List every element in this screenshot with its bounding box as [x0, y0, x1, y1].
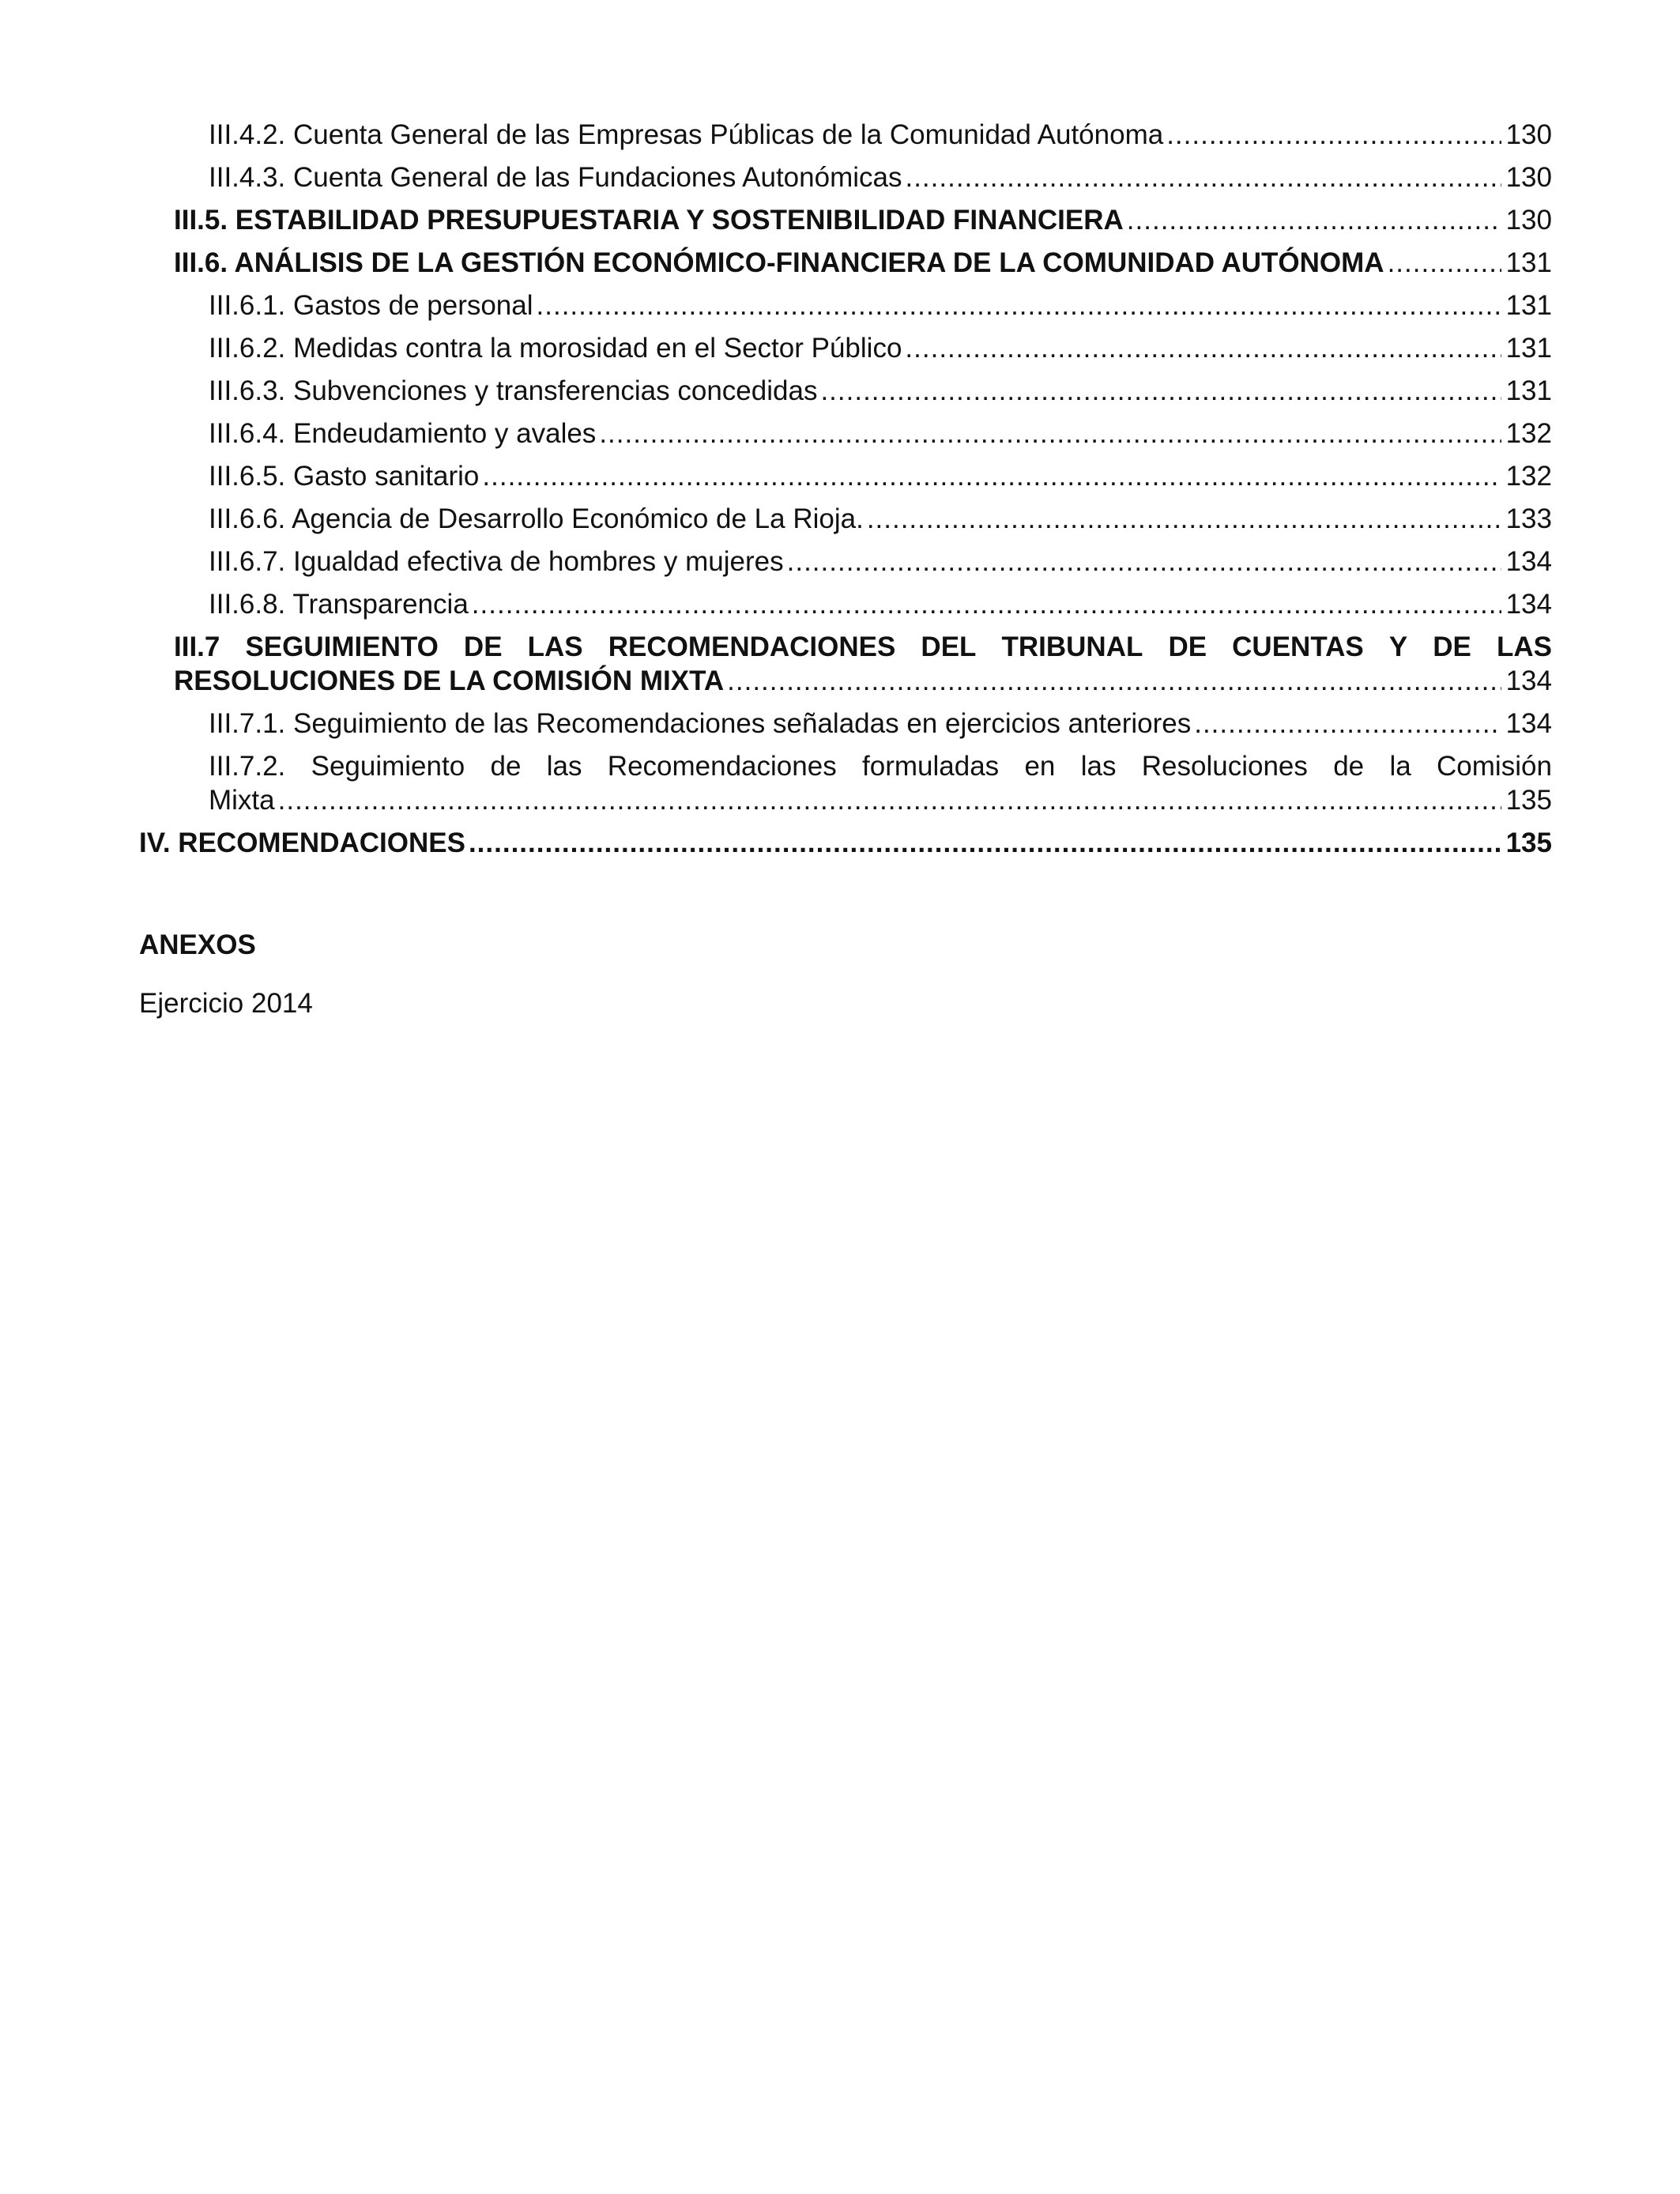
toc-page-number: 134: [1505, 665, 1552, 696]
toc-word: DE: [1433, 631, 1471, 662]
toc-chapter-entry[interactable]: [139, 822, 1552, 865]
toc-word: III.7: [174, 631, 220, 662]
toc-leader-dots: [1194, 703, 1501, 745]
toc-leader-dots: [905, 156, 1501, 199]
toc-entry-label: III.6.8. Transparencia: [209, 589, 469, 620]
toc-entry[interactable]: [139, 541, 1552, 583]
toc-entry-label: III.6.1. Gastos de personal: [209, 290, 533, 321]
toc-entry-label-line1: [209, 749, 1552, 783]
toc-entry-label-line2: Mixta: [209, 785, 275, 816]
toc-word: DE: [463, 631, 503, 662]
toc-leader-dots: [787, 541, 1501, 583]
toc-page-number: 133: [1505, 503, 1552, 534]
toc-entry[interactable]: [139, 498, 1552, 541]
toc-word: SEGUIMIENTO: [245, 631, 439, 662]
toc-word: de: [1333, 751, 1365, 782]
toc-entry[interactable]: [139, 370, 1552, 413]
toc-leader-dots: [599, 413, 1501, 455]
toc-page-number: 135: [1505, 785, 1552, 816]
toc-entry-label: III.6.6. Agencia de Desarrollo Económico de La Rioja.: [209, 503, 864, 534]
toc-leader-dots: [1388, 242, 1501, 285]
toc-page-number: 130: [1505, 205, 1552, 236]
toc-entry[interactable]: [139, 703, 1552, 745]
toc-word: TRIBUNAL: [1001, 631, 1143, 662]
toc-word: en: [1024, 751, 1056, 782]
toc-word: LAS: [1496, 631, 1552, 662]
toc-page-number: 130: [1505, 162, 1552, 193]
toc-page-number: 134: [1505, 546, 1552, 577]
toc-entry-label: III.7.1. Seguimiento de las Recomendaciones señaladas en ejercicios anteriores: [209, 708, 1192, 739]
toc-word: LAS: [527, 631, 583, 662]
toc-entry[interactable]: [139, 455, 1552, 498]
toc-entry[interactable]: [139, 583, 1552, 626]
toc-entry-label: III.6.3. Subvenciones y transferencias concedidas: [209, 375, 818, 406]
toc-leader-dots: [1127, 199, 1501, 242]
toc-entry-label: III.6.4. Endeudamiento y avales: [209, 418, 597, 449]
toc-leader-dots: [472, 583, 1501, 626]
toc-leader-dots: [469, 822, 1501, 865]
toc-entry-label: III.6.5. Gasto sanitario: [209, 461, 480, 492]
toc-section-entry[interactable]: [139, 626, 1552, 703]
toc-word: las: [546, 751, 582, 782]
toc-entry[interactable]: [139, 156, 1552, 199]
toc-page-number: 131: [1505, 290, 1552, 321]
toc-word: la: [1389, 751, 1411, 782]
toc-leader-dots: [1166, 114, 1501, 156]
toc-entry-label: III.4.3. Cuenta General de las Fundaciones Autonómicas: [209, 162, 902, 193]
toc-word: formuladas: [862, 751, 1000, 782]
toc-word: III.7.2.: [209, 751, 286, 782]
toc-entry-label: III.6.2. Medidas contra la morosidad en el Sector Público: [209, 333, 902, 364]
toc-entry[interactable]: [139, 114, 1552, 156]
toc-entry-label-line1: [174, 630, 1552, 664]
annex-item[interactable]: Ejercicio 2014: [139, 988, 313, 1019]
toc-page-number: 135: [1505, 827, 1552, 858]
toc-page-number: 132: [1505, 418, 1552, 449]
toc-entry[interactable]: [139, 745, 1552, 822]
toc-section-entry[interactable]: [139, 242, 1552, 285]
toc-page-number: 132: [1505, 461, 1552, 492]
toc-page-number: 134: [1505, 589, 1552, 620]
toc-section-entry[interactable]: [139, 199, 1552, 242]
table-of-contents: [139, 114, 1552, 865]
toc-word: DEL: [921, 631, 977, 662]
toc-page-number: 130: [1505, 119, 1552, 150]
toc-leader-dots: [278, 783, 1501, 817]
annexes-heading: ANEXOS: [139, 929, 256, 960]
toc-word: Comisión: [1437, 751, 1552, 782]
toc-leader-dots: [905, 327, 1501, 370]
toc-entry-label: III.6. ANÁLISIS DE LA GESTIÓN ECONÓMICO-FINANCIERA DE LA COMUNIDAD AUTÓNOMA: [174, 247, 1384, 278]
toc-page-number: 131: [1505, 375, 1552, 406]
toc-word: las: [1080, 751, 1117, 782]
toc-leader-dots: [867, 498, 1501, 541]
toc-entry-label: III.6.7. Igualdad efectiva de hombres y mujeres: [209, 546, 784, 577]
toc-word: Resoluciones: [1141, 751, 1308, 782]
toc-leader-dots: [482, 455, 1501, 498]
toc-word: Recomendaciones: [607, 751, 837, 782]
toc-word: de: [490, 751, 522, 782]
toc-leader-dots: [820, 370, 1501, 413]
toc-word: Y: [1388, 631, 1408, 662]
toc-entry-label: III.5. ESTABILIDAD PRESUPUESTARIA Y SOSTENIBILIDAD FINANCIERA: [174, 205, 1124, 236]
toc-page-number: 131: [1505, 333, 1552, 364]
toc-word: Seguimiento: [311, 751, 465, 782]
toc-entry-label-line2: RESOLUCIONES DE LA COMISIÓN MIXTA: [174, 665, 725, 696]
toc-entry[interactable]: [139, 327, 1552, 370]
toc-entry[interactable]: [139, 413, 1552, 455]
toc-word: CUENTAS: [1232, 631, 1364, 662]
toc-leader-dots: [727, 664, 1501, 698]
toc-entry-label: IV. RECOMENDACIONES: [139, 827, 465, 858]
toc-word: DE: [1168, 631, 1207, 662]
toc-leader-dots: [537, 285, 1501, 327]
toc-word: RECOMENDACIONES: [608, 631, 896, 662]
toc-page-number: 131: [1505, 247, 1552, 278]
toc-page-number: 134: [1505, 708, 1552, 739]
toc-entry[interactable]: [139, 285, 1552, 327]
toc-entry-label: III.4.2. Cuenta General de las Empresas Públicas de la Comunidad Autónoma: [209, 119, 1164, 150]
